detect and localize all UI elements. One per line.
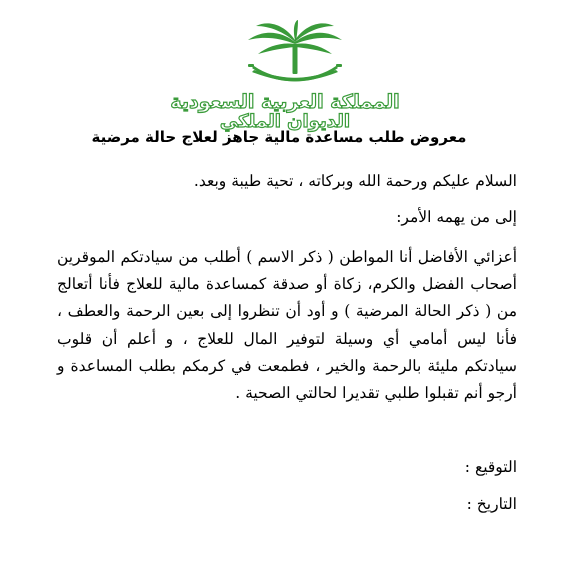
letterhead-royal-court: الديوان الملكي	[219, 111, 351, 132]
signature-label: التوقيع :	[464, 458, 517, 476]
document-title: معروض طلب مساعدة مالية جاهز لعلاج حالة مرضية	[91, 128, 467, 146]
letter-body: أعزائي الأفاضل أنا المواطن ( ذكر الاسم ) أطلب من سيادتكم الموقرين أصحاب الفضل والكرم، زكاة أو صدقة كمساعدة مالية للعلاج فأنا أتعالج من ( ذكر الحالة المرضية ) و أود أن تنظروا إلى بعين الرحمة والعطف ، فأنا ليس أمامي أي وسيلة لتوفير المال للعلاج ، و أعلم أن قلوب سيادتكم مليئة بالرحمة والخير ، فطمعت في كرمكم بطلب المساعدة و أرجو أنم تقبلوا طلبي تقديرا لحالتي الصحية .	[57, 248, 517, 403]
date-label: التاريخ :	[466, 495, 517, 513]
letterhead-kingdom-name: المملكة العربية السعودية	[170, 91, 400, 113]
palm-and-swords-emblem-icon	[240, 20, 350, 88]
addressee-line: إلى من يهمه الأمر:	[396, 208, 517, 226]
letterhead	[90, 20, 480, 132]
greeting-line: السلام عليكم ورحمة الله وبركاته ، تحية طيبة وبعد.	[193, 172, 517, 190]
